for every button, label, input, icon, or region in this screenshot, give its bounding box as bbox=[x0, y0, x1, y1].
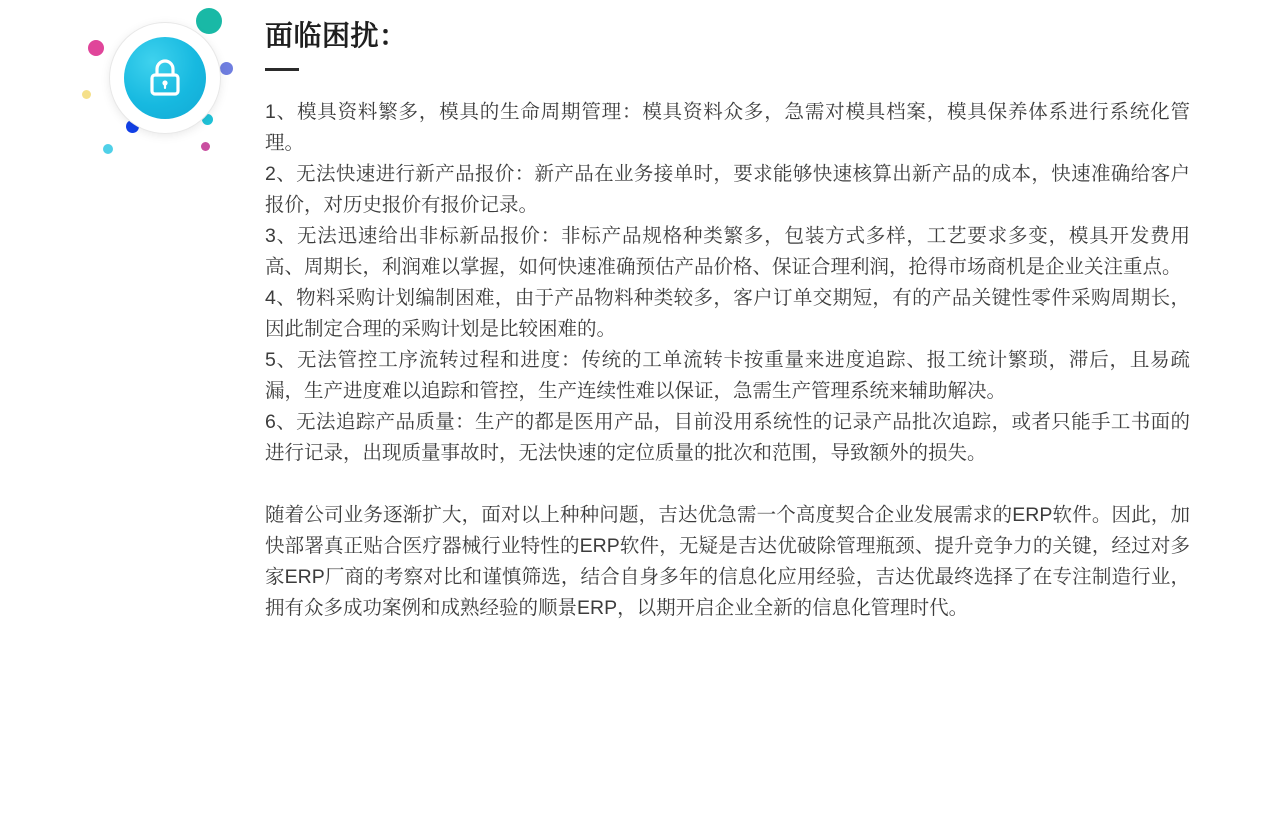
article-content bbox=[265, 18, 1190, 644]
closing-paragraph: 随着公司业务逐渐扩大，面对以上种种问题，吉达优急需一个高度契合企业发展需求的ERP软件。因此，加快部署真正贴合医疗器械行业特性的ERP软件，无疑是吉达优破除管理瓶颈、提升竞争力的关键，经过对多家ERP厂商的考察对比和谨慎筛选，结合自身多年的信息化应用经验，吉达优最终选择了在专注制造行业，拥有众多成功案例和成熟经验的顺景ERP，以期开启企业全新的信息化管理时代。 bbox=[265, 504, 1190, 620]
lock-badge-graphic bbox=[82, 8, 250, 168]
decorative-dot-indigo bbox=[220, 62, 233, 75]
list-item: 4、物料采购计划编制困难，由于产品物料种类较多，客户订单交期短，有的产品关键性零件采购周期长，因此制定合理的采购计划是比较困难的。 bbox=[265, 287, 1190, 341]
decorative-dot-lightblue bbox=[103, 144, 113, 154]
page-title: 面临困扰： bbox=[265, 20, 408, 51]
decorative-dot-magenta bbox=[201, 142, 210, 151]
lock-icon bbox=[124, 37, 206, 119]
problem-list bbox=[265, 97, 1190, 469]
list-item: 5、无法管控工序流转过程和进度：传统的工单流转卡按重量来进度追踪、报工统计繁琐，滞后，且易疏漏，生产进度难以追踪和管控，生产连续性难以保证，急需生产管理系统来辅助解决。 bbox=[265, 349, 1190, 403]
decorative-dot-pink bbox=[88, 40, 104, 56]
decorative-dot-teal bbox=[196, 8, 222, 34]
list-item: 6、无法追踪产品质量：生产的都是医用产品，目前没用系统性的记录产品批次追踪，或者只能手工书面的进行记录，出现质量事故时，无法快速的定位质量的批次和范围，导致额外的损失。 bbox=[265, 411, 1190, 465]
decorative-dot-yellow bbox=[82, 90, 91, 99]
list-item: 1、模具资料繁多，模具的生命周期管理：模具资料众多，急需对模具档案，模具保养体系进行系统化管理。 bbox=[265, 101, 1190, 155]
title-underline-divider bbox=[265, 68, 299, 71]
list-item: 3、无法迅速给出非标新品报价：非标产品规格种类繁多，包装方式多样，工艺要求多变，模具开发费用高、周期长，利润难以掌握，如何快速准确预估产品价格、保证合理利润，抢得市场商机是企业关注重点。 bbox=[265, 225, 1190, 279]
list-item: 2、无法快速进行新产品报价：新产品在业务接单时，要求能够快速核算出新产品的成本，快速准确给客户报价，对历史报价有报价记录。 bbox=[265, 163, 1190, 217]
